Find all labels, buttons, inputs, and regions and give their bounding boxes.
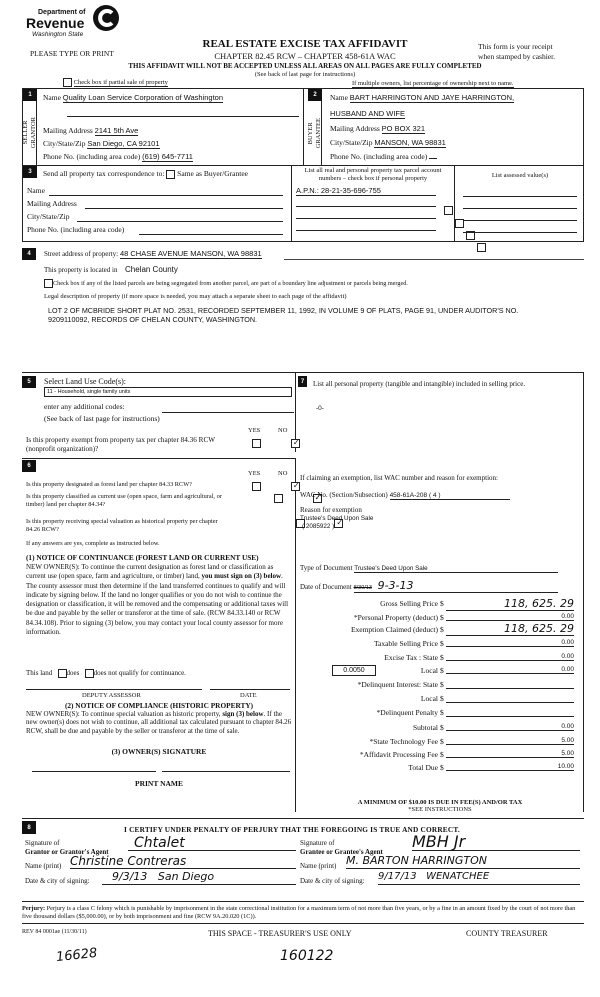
assessor-date-line[interactable] — [210, 689, 290, 690]
side-seller: SELLER — [21, 121, 29, 145]
name-label: Name — [43, 93, 61, 102]
buyer-name-row — [330, 93, 514, 102]
section-6-current-use — [22, 458, 296, 812]
no-header: NO — [278, 427, 288, 434]
amount-label: *State Technology Fee — [369, 737, 438, 746]
amount-label: Exemption Claimed (deduct) — [350, 625, 438, 634]
city-label: City/State/Zip — [330, 138, 373, 147]
seller-mailing-row — [43, 126, 138, 135]
buyer-city-field[interactable]: MANSON, WA 98831 — [374, 138, 446, 147]
personal-property-label: List all personal property (tangible and intangible) included in selling price. — [313, 380, 526, 388]
state-tech-fee-field[interactable]: 5.00 — [446, 737, 574, 745]
if-yes-note: If any answers are yes, complete as instructed below. — [26, 540, 160, 547]
exempt-yes-checkbox[interactable] — [252, 439, 261, 448]
city-label: City/State/Zip — [43, 139, 86, 148]
buyer-name-field-2[interactable]: HUSBAND AND WIFE — [330, 109, 406, 118]
seller-name-line-2[interactable] — [67, 116, 299, 117]
delinquent-penalty-field[interactable] — [446, 716, 574, 717]
mailing-label: Mailing Address — [27, 199, 77, 208]
warning-line: THIS AFFIDAVIT WILL NOT BE ACCEPTED UNLESS ALL AREAS ON ALL PAGES ARE FULLY COMPLETED — [128, 62, 482, 70]
doc-date-handwritten: 9-3-13 — [377, 579, 414, 592]
wac-row — [300, 490, 510, 500]
amount-row-delinquent-local — [296, 692, 584, 705]
assessed-value-2[interactable] — [463, 208, 577, 209]
segregated-label: Check box if any of the listed parcels are being segregated from another parcel, are part of a boundary line adjustment or parcels being merged. — [53, 279, 408, 287]
page-title: REAL ESTATE EXCISE TAX AFFIDAVIT — [202, 38, 408, 50]
wac-label: WAC No. (Section/Subsection) — [300, 491, 388, 499]
legal-label: Legal description of property (if more space is needed, you may attach a separate sheet to each page of the affidavit) — [44, 293, 347, 300]
grantor-date-label: Date & city of signing: — [25, 877, 90, 885]
delinquent-interest-local-field[interactable] — [446, 702, 574, 703]
continuance-row — [26, 669, 186, 678]
handwritten-number-1: 16628 — [55, 945, 99, 966]
owner-signature-line-1[interactable] — [32, 771, 156, 772]
does-not-checkbox[interactable] — [85, 669, 94, 678]
section-number: 7 — [298, 376, 307, 387]
same-as-buyer-checkbox[interactable] — [166, 170, 175, 179]
parcel-column — [291, 166, 455, 241]
notice1-text-b: . The county assessor must then determine if the land transferred continues to qualify and will indicate by signing below. If the land no longer qualifies or you do not wish to continue the designation or classification, it will be removed and the compensating or additional taxes will be due and payable by the seller or transferor at the time of sale. (RCW 84.33.140 or RCW 84.34.108). Prior to signing (3) below, you may contact your local county assessor for more information. — [26, 572, 289, 637]
amount-label: Gross Selling Price — [380, 599, 438, 608]
grantor-signature-field[interactable]: Chtalet — [128, 836, 296, 851]
exemption-label: If claiming an exemption, list WAC number and reason for exemption: — [300, 474, 498, 482]
corr-mailing-row — [27, 199, 283, 208]
buyer-name-field[interactable]: BART HARRINGTON AND JAYE HARRINGTON, — [349, 93, 515, 102]
segregated-checkbox[interactable] — [44, 279, 53, 288]
dollar-sign: $ — [440, 694, 444, 703]
amount-row-gross — [296, 597, 584, 611]
partial-sale-checkbox[interactable] — [63, 78, 72, 87]
gross-selling-price-field[interactable]: 118, 625. 29 — [446, 597, 574, 611]
forest-question: Is this property designated as forest land per chapter 84.33 RCW? — [26, 481, 192, 488]
section-number: 5 — [22, 376, 36, 388]
assessed-value-4[interactable] — [463, 232, 577, 233]
grantee-name-label: Name (print) — [300, 862, 337, 870]
reason-label: Reason for exemption — [300, 506, 362, 514]
located-label: This property is located in — [44, 266, 118, 274]
section-number: 3 — [23, 166, 37, 178]
amount-label: Local — [420, 666, 438, 675]
sig-label-1: Signature of — [25, 839, 60, 847]
dollar-sign: $ — [440, 625, 444, 634]
grantee-date-label: Date & city of signing: — [300, 877, 365, 885]
excise-tax-state-field[interactable]: 0.00 — [446, 653, 574, 661]
notice1-text-a: NEW OWNER(S): To continue the current designation as forest land or classification as current use (open space, farm and agriculture, or timber) land, — [26, 563, 274, 581]
amount-row-delinquent-state — [296, 678, 584, 691]
receipt-note-1: This form is your receipt — [478, 42, 553, 51]
subtotal-field[interactable]: 0.00 — [446, 723, 574, 731]
amount-row-taxable — [296, 637, 584, 650]
notice2-text — [26, 710, 294, 735]
grantee-signature-field[interactable]: MBH Jr — [412, 833, 580, 851]
logo-line3: Washington State — [32, 31, 84, 38]
grantee-date-field[interactable]: 9/17/13 WENATCHEE — [378, 870, 580, 885]
affidavit-processing-fee-field[interactable]: 5.00 — [446, 750, 574, 758]
dollar-sign: $ — [440, 763, 444, 772]
current-use-question: Is this property classified as current use (open space, farm and agricultural, or timber) land per chapter 84.34? — [26, 493, 222, 508]
parcel-row-2[interactable] — [296, 206, 436, 207]
see-back-5: (See back of last page for instructions) — [44, 414, 160, 423]
doc-date-row — [300, 579, 558, 593]
grantor-date-field[interactable]: 9/3/13 San Diego — [102, 870, 296, 885]
amount-row-processing-fee — [296, 748, 584, 761]
same-as-label: Same as Buyer/Grantee — [177, 169, 248, 178]
perjury-note — [22, 905, 584, 924]
phone-label: Phone No. (including area code) — [27, 225, 125, 234]
section-number: 2 — [308, 89, 322, 101]
chapter-line: CHAPTER 82.45 RCW – CHAPTER 458-61A WAC — [214, 51, 396, 61]
receipt-note-2: when stamped by cashier. — [478, 52, 556, 61]
partial-sale-label: Check box if partial sale of property — [73, 78, 168, 86]
mailing-label: Mailing Address — [43, 126, 93, 135]
assessed-value-3[interactable] — [463, 220, 577, 221]
dollar-sign: $ — [440, 599, 444, 608]
doc-type-label: Type of Document — [300, 564, 353, 572]
current-use-yes-checkbox[interactable] — [274, 494, 283, 503]
section-1-seller — [22, 88, 304, 166]
corr-name-row — [27, 186, 283, 195]
see-back: (See back of last page for instructions) — [254, 71, 356, 78]
parcel-row-4[interactable] — [296, 230, 436, 231]
buyer-phone-row — [330, 152, 437, 161]
additional-codes-field[interactable] — [162, 412, 294, 413]
dollar-sign: $ — [440, 653, 444, 662]
buyer-side-label — [308, 101, 322, 165]
corr-phone-field[interactable] — [139, 234, 283, 235]
logo-line2: Revenue — [26, 15, 85, 31]
sig-label-1: Signature of — [300, 839, 335, 847]
does-label: does — [66, 669, 80, 678]
segregated-row — [44, 279, 408, 288]
corr-phone-row — [27, 225, 283, 234]
doc-type-field[interactable]: Trustee's Deed Upon Sale — [354, 565, 558, 573]
notice1-title: (1) NOTICE OF CONTINUANCE (FOREST LAND OR CURRENT USE) — [26, 553, 259, 562]
located-row — [44, 265, 178, 274]
seller-side-label — [23, 101, 37, 165]
date-label: DATE — [240, 692, 257, 699]
dollar-sign: $ — [440, 680, 444, 689]
corr-city-field[interactable] — [77, 221, 283, 222]
assessed-header: List assessed value(s) — [491, 172, 549, 179]
certify-statement: I CERTIFY UNDER PENALTY OF PERJURY THAT THE FOREGOING IS TRUE AND CORRECT. — [124, 825, 460, 834]
reason-field-2[interactable]: ( 2085922 ) — [302, 523, 335, 530]
grantor-name-label: Name (print) — [25, 862, 62, 870]
land-use-label: Select Land Use Code(s): — [44, 377, 126, 386]
corr-name-field[interactable] — [49, 195, 283, 196]
seller-phone-row — [43, 152, 193, 161]
street-row — [44, 249, 584, 258]
dollar-sign: $ — [440, 639, 444, 648]
seller-name-field[interactable]: Quality Loan Service Corporation of Washington — [62, 93, 224, 102]
dor-logo — [24, 4, 124, 40]
additional-label: enter any additional codes: — [44, 402, 125, 411]
mailing-label: Mailing Address — [330, 124, 380, 133]
deputy-assessor-label: DEPUTY ASSESSOR — [82, 692, 141, 699]
amount-label: *Personal Property (deduct) — [353, 613, 438, 622]
partial-sale-row[interactable] — [63, 78, 168, 87]
forest-yes-checkbox[interactable] — [252, 482, 261, 491]
corr-mailing-field[interactable] — [85, 208, 283, 209]
multiple-owners-note: If multiple owners, list percentage of ownership next to name. — [352, 80, 514, 87]
additional-codes-row — [44, 402, 294, 411]
amount-label: *Delinquent Penalty — [376, 708, 438, 717]
phone-label: Phone No. (including area code) — [43, 152, 141, 161]
personal-property-field[interactable]: -0- — [316, 405, 324, 412]
street-label: Street address of property: — [44, 250, 119, 258]
amount-label: Total Due — [408, 763, 438, 772]
amount-label: Taxable Selling Price — [373, 639, 438, 648]
notice1-text — [26, 563, 292, 637]
yes-header: YES — [248, 427, 261, 434]
send-label: Send all property tax correspondence to: — [43, 169, 165, 178]
side-grantor: GRANTOR — [29, 117, 37, 149]
does-not-label: does not qualify for continuance. — [93, 669, 186, 678]
amount-row-state-tax — [296, 651, 584, 664]
amount-row-total — [296, 761, 584, 774]
section-7-personal-property — [296, 372, 584, 812]
taxable-selling-price-field[interactable]: 0.00 — [446, 639, 574, 647]
sig-label-2: Grantee or Grantee's Agent — [300, 848, 383, 856]
section-5-land-use — [22, 372, 296, 452]
section-number: 4 — [22, 248, 36, 260]
logo-line1: Department of — [38, 9, 86, 16]
local-rate-field[interactable]: 0.0050 — [332, 665, 376, 676]
side-grantee: GRANTEE — [314, 117, 322, 149]
parcel-header: List all real and personal property tax parcel account numbers – check box if personal property — [304, 167, 442, 182]
doc-date-field[interactable] — [354, 579, 558, 593]
treasurer-use-label: THIS SPACE - TREASURER'S USE ONLY — [208, 929, 352, 938]
notice2-bold: sign (3) below — [222, 710, 264, 718]
grantee-name-field[interactable]: M. BARTON HARRINGTON — [346, 854, 580, 869]
doc-date-label: Date of Document — [300, 583, 352, 591]
parcel-row-1[interactable]: A.P.N.: 28-21-35-696-755 — [296, 186, 436, 196]
print-name-label: PRINT NAME — [135, 779, 183, 788]
amount-label: Subtotal — [412, 723, 438, 732]
yes-header: YES — [248, 470, 261, 477]
notice2-text-b: . If the new owner(s) does not wish to continue, all additional tax calculated pursuant to chapter 84.26 RCW, shall be due and payable by the seller or transferor at the time of sale. — [26, 710, 292, 735]
doc-date-struck: 8/30/13 — [353, 585, 372, 591]
buyer-city-row — [330, 138, 446, 147]
street-field[interactable]: 48 CHASE AVENUE MANSON, WA 98831 — [119, 249, 262, 258]
dollar-sign: $ — [440, 613, 444, 622]
parcel-row-3[interactable] — [296, 218, 436, 219]
name-label: Name — [27, 186, 45, 195]
seller-mailing-field[interactable]: 2141 5th Ave — [94, 126, 139, 135]
section-2-buyer — [304, 88, 584, 166]
amount-label: Excise Tax : State — [384, 653, 438, 662]
name-label: Name — [330, 93, 348, 102]
notice1-bold: you must sign on (3) below — [201, 572, 282, 581]
section-number: 6 — [22, 460, 36, 472]
does-checkbox[interactable] — [58, 669, 67, 678]
section-3-correspondence — [22, 166, 584, 242]
seller-city-field[interactable]: San Diego, CA 92101 — [87, 139, 160, 148]
buyer-mailing-row — [330, 124, 425, 133]
amount-label: *Delinquent Interest: State — [357, 680, 438, 689]
buyer-phone-field[interactable] — [429, 158, 437, 159]
grantor-name-field[interactable]: Christine Contreras — [70, 854, 296, 869]
form-code: REV 84 0001ae (11/30/11) — [22, 929, 87, 935]
amount-row-subtotal — [296, 721, 584, 734]
notice2-title: (2) NOTICE OF COMPLIANCE (HISTORIC PROPERTY) — [64, 701, 254, 710]
perjury-bold: Perjury: — [22, 905, 46, 912]
delinquent-interest-state-field[interactable] — [446, 688, 574, 689]
personal-property-checkbox-1[interactable] — [444, 206, 453, 215]
notice2-text-a: NEW OWNER(S): To continue special valuation as historic property, — [26, 710, 223, 718]
legal-description-field[interactable]: LOT 2 OF MCBRIDE SHORT PLAT NO. 2531, RECORDED SEPTEMBER 11, 1992, IN VOLUME 9 OF PLATS, PAGE 91, UNDER AUDITOR'S NO. 9209110092, RECORDS OF CHELAN COUNTY, WASHINGTON. — [48, 306, 519, 324]
dollar-sign: $ — [440, 666, 444, 675]
personal-property-deduct-field[interactable]: 0.00 — [446, 613, 574, 621]
assessed-value-1[interactable] — [463, 196, 577, 197]
amount-row-local-tax — [296, 664, 584, 677]
corr-city-row — [27, 212, 283, 221]
amount-label: Local — [420, 694, 438, 703]
handwritten-number-2: 160122 — [280, 948, 334, 964]
dor-logo-icon — [92, 4, 120, 32]
historic-question: Is this property receiving special valuation as historical property per chapter 84.26 RCW? — [26, 518, 218, 533]
owner-signature-label: (3) OWNER(S) SIGNATURE — [111, 747, 207, 756]
sig-label-2: Grantor or Grantor's Agent — [25, 848, 109, 856]
owner-signature-line-2[interactable] — [162, 771, 290, 772]
dollar-sign: $ — [440, 737, 444, 746]
total-due-field[interactable]: 10.00 — [446, 763, 574, 771]
excise-tax-local-field[interactable]: 0.00 — [446, 666, 574, 674]
please-type: PLEASE TYPE OR PRINT — [30, 49, 114, 58]
minimum-note: A MINIMUM OF $10.00 IS DUE IN FEE(S) AND/OR TAX — [357, 799, 523, 806]
send-to-row — [43, 169, 248, 179]
perjury-text: Perjury is a class C felony which is punishable by imprisonment in the state correctional institution for a maximum term of not more than five years, or by a fine in an amount fixed by the court of not more than five thousand dollars ($5,000.00), or by both imprisonment and fine (RCW 9A.20.020 (1C)). — [22, 905, 576, 920]
buyer-mailing-field[interactable]: PO BOX 321 — [381, 124, 426, 133]
section-number: 8 — [22, 821, 36, 834]
amount-label: *Affidavit Processing Fee — [359, 750, 438, 759]
exempt-question: Is this property exempt from property tax per chapter 84.36 RCW (nonprofit organization)? — [26, 436, 215, 453]
no-header: NO — [278, 470, 288, 477]
wac-field[interactable]: 458-61A-208 ( 4 ) — [390, 492, 510, 500]
dollar-sign: $ — [440, 708, 444, 717]
seller-name-row — [43, 93, 299, 102]
section-8-certification — [22, 818, 584, 902]
dollar-sign: $ — [440, 723, 444, 732]
this-land-label: This land — [26, 669, 53, 678]
exemption-claimed-field[interactable]: 118, 625. 29 — [446, 622, 574, 636]
amount-row-delinquent-penalty — [296, 706, 584, 719]
see-instructions: *SEE INSTRUCTIONS — [408, 806, 472, 813]
land-use-select[interactable]: 11 - Household, single family units — [44, 387, 292, 397]
city-label: City/State/Zip — [27, 212, 70, 221]
county-treasurer-label: COUNTY TREASURER — [466, 929, 548, 938]
section-number: 1 — [23, 89, 37, 101]
deputy-assessor-sig-line[interactable] — [26, 689, 202, 690]
amount-row-tech-fee — [296, 735, 584, 748]
doc-type-row — [300, 563, 558, 573]
seller-city-row — [43, 139, 160, 148]
seller-phone-field[interactable]: (619) 645-7711 — [142, 152, 193, 161]
county-field[interactable]: Chelan County — [124, 265, 178, 274]
amount-row-exemption — [296, 622, 584, 636]
section-4-property — [22, 244, 584, 370]
side-buyer: BUYER — [306, 121, 314, 145]
phone-label: Phone No. (including area code) — [330, 152, 428, 161]
reason-field-1[interactable]: Trustee's Deed Upon Sale — [300, 515, 374, 522]
dollar-sign: $ — [440, 750, 444, 759]
